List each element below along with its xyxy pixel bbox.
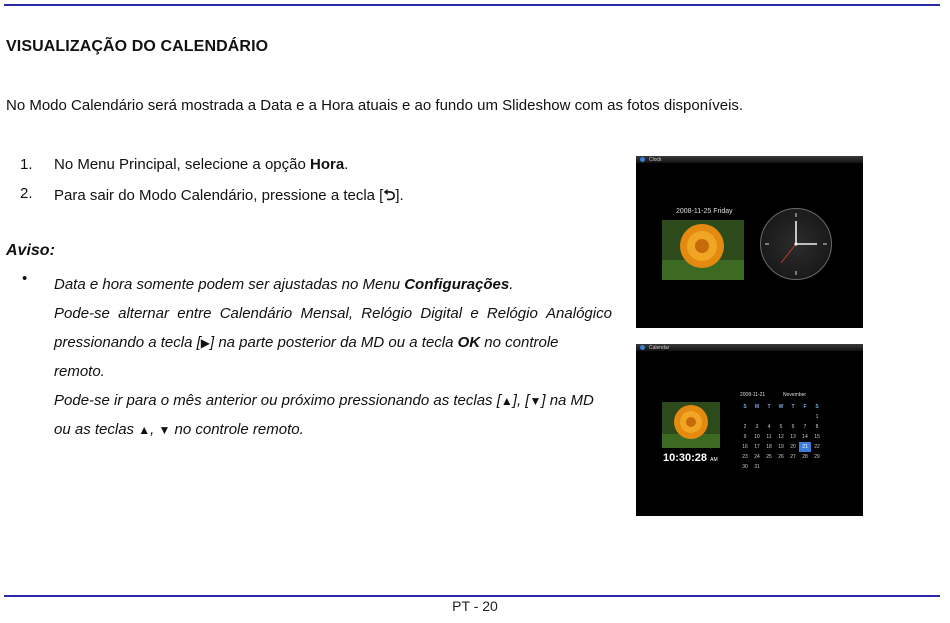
clock-mode-screenshot [636, 156, 863, 328]
weekday-label: S [743, 404, 747, 410]
calendar-day [811, 462, 823, 472]
calendar-day: 29 [814, 454, 820, 460]
calendar-week [739, 452, 823, 462]
calendar-day: 15 [814, 434, 820, 440]
calendar-day: 12 [778, 434, 784, 440]
calendar-day: 9 [743, 434, 747, 440]
calendar-day: 20 [790, 444, 796, 450]
note-line: pressionando a tecla [▶] na parte posterior da MD ou a tecla OK no controle [54, 334, 559, 351]
down-triangle-icon: ▼ [158, 423, 171, 437]
calendar-day: 10 [754, 434, 760, 440]
calendar-week [739, 412, 823, 422]
weekday-label: W [778, 404, 784, 410]
calendar-day: 17 [754, 444, 760, 450]
calendar-day: 4 [767, 424, 771, 430]
back-key-icon: ⮌ [383, 187, 396, 204]
calendar-week [739, 442, 823, 452]
calendar-day: 2 [743, 424, 747, 430]
calendar-day: 31 [754, 464, 760, 470]
calendar-day: 26 [778, 454, 784, 460]
weekday-label: T [791, 404, 795, 410]
calendar-week [739, 432, 823, 442]
screen-title-bar: Calendar [636, 344, 863, 351]
top-rule [4, 4, 940, 6]
up-triangle-icon: ▲ [138, 423, 151, 437]
clock-icon [640, 157, 645, 162]
bottom-rule [4, 595, 940, 597]
calendar-day: 19 [778, 444, 784, 450]
calendar-day [775, 412, 787, 422]
calendar-week [739, 462, 823, 472]
digital-time: 10:30:28 AM [663, 452, 718, 464]
calendar-day [751, 412, 763, 422]
calendar-month: November [783, 392, 807, 398]
calendar-mode-screenshot [636, 344, 863, 516]
calendar-day: 7 [803, 424, 807, 430]
calendar-day [775, 462, 787, 472]
calendar-day: 27 [790, 454, 796, 460]
calendar-week [739, 422, 823, 432]
calendar-day [763, 462, 775, 472]
calendar-day [787, 412, 799, 422]
note-line: Pode-se ir para o mês anterior ou próximo pressionando as teclas [▲], [▼] na MD [54, 392, 594, 409]
calendar-icon [640, 345, 645, 350]
calendar-day: 11 [766, 434, 772, 440]
calendar-date: 2008-11-21 [740, 392, 766, 398]
calendar-day: 24 [754, 454, 760, 460]
step-text: Para sair do Modo Calendário, pressione a tecla [⮌]. [54, 187, 404, 204]
calendar-day: 3 [755, 424, 759, 430]
steps-list [20, 156, 404, 214]
weekday-label: M [754, 404, 760, 410]
calendar-day [787, 462, 799, 472]
flower-photo [662, 220, 744, 280]
note-line: Pode-se alternar entre Calendário Mensal, Relógio Digital e Relógio Analógico [54, 305, 612, 322]
weekday-label: T [767, 404, 771, 410]
calendar-day [799, 412, 811, 422]
analog-clock [760, 208, 832, 280]
bullet: • [22, 270, 28, 287]
step-text: No Menu Principal, selecione a opção Hora. [54, 156, 349, 173]
calendar-day: 22 [814, 444, 820, 450]
step-item [20, 156, 404, 185]
calendar-day: 16 [742, 444, 748, 450]
calendar-day: 8 [815, 424, 819, 430]
screen-title-bar: Clock [636, 156, 863, 163]
calendar-day: 13 [790, 434, 796, 440]
weekday-label: F [803, 404, 807, 410]
play-key-icon: ▶ [200, 336, 210, 350]
calendar-day [799, 462, 811, 472]
step-item [20, 185, 404, 214]
note-line: ou as teclas ▲, ▼ no controle remoto. [54, 421, 304, 438]
intro-paragraph: No Modo Calendário será mostrada a Data e a Hora atuais e ao fundo um Slideshow com as fotos disponíveis. [6, 97, 744, 114]
calendar-day [763, 412, 775, 422]
calendar-day: 1 [815, 414, 819, 420]
calendar-day: 5 [779, 424, 783, 430]
calendar-day: 21 [799, 442, 811, 452]
up-key-icon: ▲ [500, 394, 513, 408]
calendar-day: 25 [766, 454, 772, 460]
step-number: 1. [20, 156, 33, 173]
calendar-day: 23 [742, 454, 748, 460]
calendar-day: 28 [802, 454, 808, 460]
notice-title: Aviso: [6, 242, 55, 259]
calendar-grid [739, 402, 823, 472]
calendar-day: 30 [742, 464, 748, 470]
calendar-day [739, 412, 751, 422]
step-number: 2. [20, 185, 33, 202]
screen-date-text: 2008-11-25 Friday [676, 208, 733, 215]
note-line: remoto. [54, 363, 105, 380]
down-key-icon: ▼ [529, 394, 542, 408]
calendar-day: 14 [802, 434, 808, 440]
weekday-label: S [815, 404, 819, 410]
calendar-day: 6 [791, 424, 795, 430]
notice-body [22, 270, 612, 444]
weekday-header [739, 402, 823, 412]
section-heading: VISUALIZAÇÃO DO CALENDÁRIO [6, 38, 269, 55]
calendar-day: 18 [766, 444, 772, 450]
note-line: Data e hora somente podem ser ajustadas no Menu Configurações. [54, 276, 514, 293]
flower-photo [662, 402, 720, 448]
page-number: PT - 20 [452, 598, 498, 614]
